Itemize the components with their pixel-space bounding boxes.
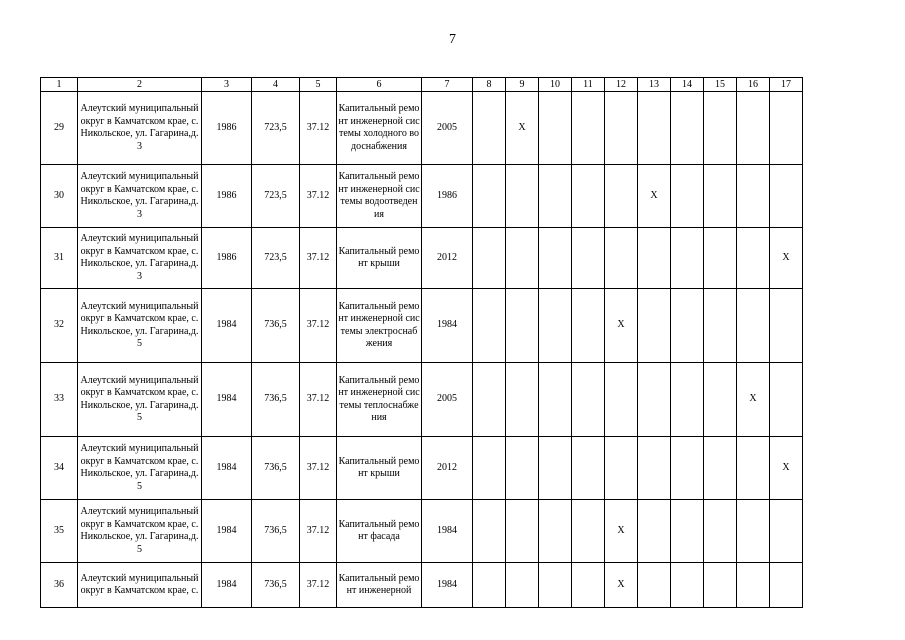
- empty-cell: [770, 92, 803, 165]
- empty-cell: [473, 92, 506, 165]
- empty-cell: [671, 289, 704, 363]
- address-cell: Алеутский муниципальный округ в Камчатском крае, с. Никольское, ул. Гагарина,д. 5: [78, 289, 202, 363]
- code-cell: 37.12: [300, 228, 337, 289]
- empty-cell: [572, 437, 605, 500]
- empty-cell: [638, 563, 671, 608]
- empty-cell: [506, 437, 539, 500]
- empty-cell: [539, 563, 572, 608]
- empty-cell: [572, 563, 605, 608]
- empty-cell: [638, 363, 671, 437]
- empty-cell: [704, 165, 737, 228]
- empty-cell: [539, 289, 572, 363]
- work-year-cell: 1984: [422, 289, 473, 363]
- work-year-cell: 2005: [422, 363, 473, 437]
- empty-cell: [704, 563, 737, 608]
- code-cell: 37.12: [300, 500, 337, 563]
- area-cell: 736,5: [252, 437, 300, 500]
- empty-cell: [638, 289, 671, 363]
- empty-cell: [671, 437, 704, 500]
- empty-cell: [638, 500, 671, 563]
- empty-cell: [737, 165, 770, 228]
- num-cell: 31: [41, 228, 78, 289]
- mark-cell: X: [638, 165, 671, 228]
- work-type-cell: Капитальный ремонт инженерной системы холодного водоснабжения: [337, 92, 422, 165]
- year-built-cell: 1984: [202, 563, 252, 608]
- empty-cell: [473, 500, 506, 563]
- address-cell: Алеутский муниципальный округ в Камчатском крае, с. Никольское, ул. Гагарина,д. 3: [78, 228, 202, 289]
- header-cell: 12: [605, 78, 638, 92]
- num-cell: 35: [41, 500, 78, 563]
- empty-cell: [737, 437, 770, 500]
- header-cell: 8: [473, 78, 506, 92]
- year-built-cell: 1984: [202, 437, 252, 500]
- empty-cell: [770, 563, 803, 608]
- address-cell: Алеутский муниципальный округ в Камчатском крае, с. Никольское, ул. Гагарина,д. 3: [78, 92, 202, 165]
- num-cell: 29: [41, 92, 78, 165]
- empty-cell: [704, 289, 737, 363]
- mark-cell: X: [770, 228, 803, 289]
- work-type-cell: Капитальный ремонт крыши: [337, 437, 422, 500]
- mark-cell: X: [770, 437, 803, 500]
- empty-cell: [506, 289, 539, 363]
- registry-table: [40, 77, 803, 608]
- year-built-cell: 1986: [202, 92, 252, 165]
- empty-cell: [539, 437, 572, 500]
- empty-cell: [572, 228, 605, 289]
- empty-cell: [704, 437, 737, 500]
- table-row: [41, 289, 803, 363]
- empty-cell: [506, 228, 539, 289]
- empty-cell: [770, 165, 803, 228]
- empty-cell: [704, 500, 737, 563]
- year-built-cell: 1984: [202, 289, 252, 363]
- header-cell: 10: [539, 78, 572, 92]
- empty-cell: [572, 500, 605, 563]
- empty-cell: [638, 437, 671, 500]
- area-cell: 736,5: [252, 500, 300, 563]
- code-cell: 37.12: [300, 563, 337, 608]
- area-cell: 736,5: [252, 563, 300, 608]
- empty-cell: [605, 165, 638, 228]
- empty-cell: [671, 363, 704, 437]
- empty-cell: [671, 228, 704, 289]
- table-row: [41, 165, 803, 228]
- header-cell: 17: [770, 78, 803, 92]
- num-cell: 36: [41, 563, 78, 608]
- empty-cell: [605, 228, 638, 289]
- work-type-cell: Капитальный ремонт инженерной системы теплоснабжения: [337, 363, 422, 437]
- work-year-cell: 2012: [422, 437, 473, 500]
- header-cell: 9: [506, 78, 539, 92]
- area-cell: 723,5: [252, 92, 300, 165]
- work-year-cell: 1984: [422, 500, 473, 563]
- code-cell: 37.12: [300, 437, 337, 500]
- year-built-cell: 1984: [202, 363, 252, 437]
- code-cell: 37.12: [300, 165, 337, 228]
- mark-cell: X: [605, 563, 638, 608]
- empty-cell: [737, 563, 770, 608]
- empty-cell: [737, 228, 770, 289]
- year-built-cell: 1984: [202, 500, 252, 563]
- empty-cell: [539, 228, 572, 289]
- empty-cell: [737, 289, 770, 363]
- empty-cell: [671, 92, 704, 165]
- empty-cell: [506, 500, 539, 563]
- address-cell: Алеутский муниципальный округ в Камчатском крае, с. Никольское, ул. Гагарина,д. 5: [78, 500, 202, 563]
- empty-cell: [506, 165, 539, 228]
- empty-cell: [605, 363, 638, 437]
- header-cell: 6: [337, 78, 422, 92]
- empty-cell: [671, 165, 704, 228]
- address-cell: Алеутский муниципальный округ в Камчатском крае, с. Никольское, ул. Гагарина,д. 5: [78, 437, 202, 500]
- empty-cell: [638, 228, 671, 289]
- table-row: [41, 228, 803, 289]
- empty-cell: [572, 92, 605, 165]
- table-row: [41, 437, 803, 500]
- work-type-cell: Капитальный ремонт инженерной: [337, 563, 422, 608]
- empty-cell: [473, 563, 506, 608]
- header-cell: 1: [41, 78, 78, 92]
- empty-cell: [572, 363, 605, 437]
- table-row: [41, 563, 803, 608]
- empty-cell: [638, 92, 671, 165]
- header-cell: 14: [671, 78, 704, 92]
- work-year-cell: 2012: [422, 228, 473, 289]
- header-cell: 5: [300, 78, 337, 92]
- header-row: [41, 78, 803, 92]
- empty-cell: [506, 563, 539, 608]
- area-cell: 736,5: [252, 363, 300, 437]
- table-row: [41, 363, 803, 437]
- empty-cell: [770, 363, 803, 437]
- empty-cell: [770, 289, 803, 363]
- empty-cell: [671, 563, 704, 608]
- mark-cell: X: [605, 289, 638, 363]
- header-cell: 16: [737, 78, 770, 92]
- area-cell: 723,5: [252, 228, 300, 289]
- num-cell: 32: [41, 289, 78, 363]
- area-cell: 723,5: [252, 165, 300, 228]
- empty-cell: [473, 165, 506, 228]
- empty-cell: [605, 92, 638, 165]
- table-row: [41, 500, 803, 563]
- empty-cell: [737, 92, 770, 165]
- work-type-cell: Капитальный ремонт инженерной системы водоотведения: [337, 165, 422, 228]
- num-cell: 34: [41, 437, 78, 500]
- table-row: [41, 92, 803, 165]
- mark-cell: X: [605, 500, 638, 563]
- empty-cell: [473, 289, 506, 363]
- work-type-cell: Капитальный ремонт крыши: [337, 228, 422, 289]
- mark-cell: X: [737, 363, 770, 437]
- header-cell: 15: [704, 78, 737, 92]
- work-year-cell: 1986: [422, 165, 473, 228]
- empty-cell: [605, 437, 638, 500]
- header-cell: 2: [78, 78, 202, 92]
- empty-cell: [671, 500, 704, 563]
- work-type-cell: Капитальный ремонт фасада: [337, 500, 422, 563]
- year-built-cell: 1986: [202, 165, 252, 228]
- empty-cell: [473, 228, 506, 289]
- header-cell: 11: [572, 78, 605, 92]
- year-built-cell: 1986: [202, 228, 252, 289]
- empty-cell: [539, 363, 572, 437]
- empty-cell: [539, 165, 572, 228]
- empty-cell: [704, 92, 737, 165]
- address-cell: Алеутский муниципальный округ в Камчатском крае, с. Никольское, ул. Гагарина,д. 5: [78, 363, 202, 437]
- empty-cell: [572, 165, 605, 228]
- mark-cell: X: [506, 92, 539, 165]
- num-cell: 30: [41, 165, 78, 228]
- header-cell: 4: [252, 78, 300, 92]
- empty-cell: [539, 92, 572, 165]
- empty-cell: [704, 363, 737, 437]
- empty-cell: [572, 289, 605, 363]
- address-cell: Алеутский муниципальный округ в Камчатском крае, с. Никольское, ул. Гагарина,д. 3: [78, 165, 202, 228]
- empty-cell: [506, 363, 539, 437]
- code-cell: 37.12: [300, 92, 337, 165]
- work-type-cell: Капитальный ремонт инженерной системы электроснабжения: [337, 289, 422, 363]
- empty-cell: [704, 228, 737, 289]
- empty-cell: [473, 437, 506, 500]
- code-cell: 37.12: [300, 289, 337, 363]
- work-year-cell: 2005: [422, 92, 473, 165]
- empty-cell: [770, 500, 803, 563]
- empty-cell: [737, 500, 770, 563]
- page-number: 7: [449, 32, 456, 47]
- area-cell: 736,5: [252, 289, 300, 363]
- code-cell: 37.12: [300, 363, 337, 437]
- empty-cell: [539, 500, 572, 563]
- num-cell: 33: [41, 363, 78, 437]
- address-cell: Алеутский муниципальный округ в Камчатском крае, с.: [78, 563, 202, 608]
- header-cell: 7: [422, 78, 473, 92]
- empty-cell: [473, 363, 506, 437]
- header-cell: 3: [202, 78, 252, 92]
- work-year-cell: 1984: [422, 563, 473, 608]
- header-cell: 13: [638, 78, 671, 92]
